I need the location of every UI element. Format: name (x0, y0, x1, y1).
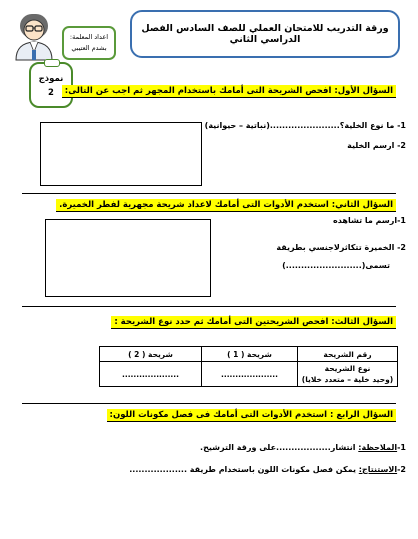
q4-item1-prefix: 1- (397, 443, 406, 452)
divider (22, 403, 396, 404)
table-row (100, 362, 398, 387)
divider (22, 306, 396, 307)
row-label-line1: نوع الشريحة (324, 364, 371, 373)
q2-drawing-box[interactable] (45, 219, 211, 297)
table-header-cell: رقم الشريحة (298, 347, 398, 362)
teacher-name: بشدم العتيبي (71, 44, 107, 52)
q4-item1 (200, 443, 406, 452)
row-label-line2: (وحيد خلية – متعدد خلايا) (301, 375, 394, 384)
q2-item1: 1-ارسم ما تشاهده (333, 216, 406, 225)
q1-item2: 2- ارسم الخلية (347, 141, 406, 150)
prepared-by-box (62, 26, 116, 60)
slide2-answer-cell[interactable]: .................... (100, 362, 202, 387)
q3-heading: السؤال الثالث: افحص الشريحتين التى أمامك ثم حدد نوع الشريحة : (111, 316, 396, 329)
q2-item2-line2: تسمى(.........................) (282, 261, 390, 270)
q2-item2-line1: 2- الخميرة تتكاثرلاجنسي بطريقة (276, 243, 406, 252)
slides-table (99, 346, 398, 387)
table-header-row (100, 347, 398, 362)
model-label: نموذج (38, 74, 64, 84)
teacher-avatar-icon (8, 10, 60, 62)
q2-heading: السؤال الثاني: استخدم الأدوات التى أمامك لاعداد شريحة مجهرية لفطر الخميرة. (56, 199, 396, 212)
q4-heading: السؤال الرابع : استخدم الأدوات التى أمامك فى فصل مكونات اللون: (107, 409, 396, 422)
table-header-cell: شريحة ( 1 ) (202, 347, 298, 362)
q1-drawing-box[interactable] (40, 122, 202, 186)
worksheet-title-text: ورقة التدريب للامتحان العملي للصف السادس الفصل الدراسي الثاني (141, 23, 389, 45)
q1-item1: 1- ما نوع الخلية؟.......................(نباتية – حيوانية) (204, 121, 406, 130)
q4-item2 (129, 465, 406, 474)
worksheet-title (130, 10, 400, 58)
table-header-cell: شريحة ( 2 ) (100, 347, 202, 362)
q1-heading: السؤال الأول: افحص الشريحة التى أمامك باستخدام المجهر ثم اجب عن التالى: (62, 85, 396, 98)
model-number: 2 (48, 88, 54, 98)
row-label-cell (298, 362, 398, 387)
q4-item1-text: انتشار..................على ورقة الترشيح. (200, 443, 359, 452)
observation-label: الملاحظة: (358, 443, 398, 452)
clipboard-clip-icon (44, 59, 60, 67)
conclusion-label: الاستنتاج: (358, 465, 398, 474)
prepared-label: اعداد المعلمة: (69, 33, 109, 41)
q4-item2-prefix: 2- (397, 465, 406, 474)
q4-item2-text: يمكن فصل مكونات اللون باستخدام طريقة ................... (129, 465, 359, 474)
divider (22, 193, 396, 194)
slide1-answer-cell[interactable]: .................... (202, 362, 298, 387)
